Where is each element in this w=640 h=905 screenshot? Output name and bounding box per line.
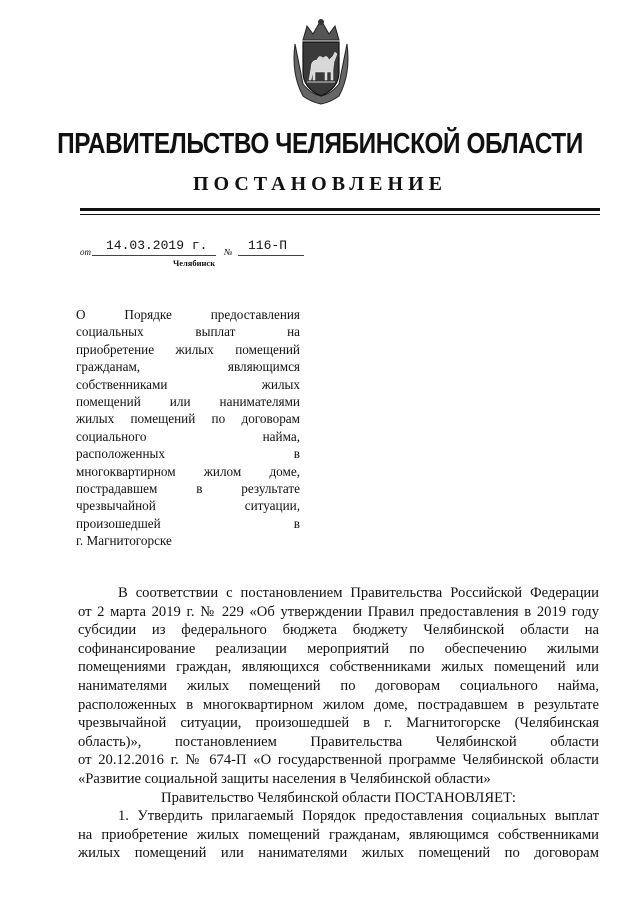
subject-line: многоквартирном жилом доме,	[76, 463, 300, 479]
government-title: ПРАВИТЕЛЬСТВО ЧЕЛЯБИНСКОЙ ОБЛАСТИ	[57, 128, 583, 160]
body-line: от 2 марта 2019 г. № 229 «Об утверждении Правил предоставления в 2019 году	[78, 603, 599, 620]
subject-line: пострадавшем в результате	[76, 480, 300, 496]
body-line: «Развитие социальной защиты населения в Челябинской области»	[78, 770, 491, 787]
subject-line: чрезвычайной ситуации,	[76, 498, 300, 514]
body-line: область)», постановлением Правительства Челябинской области	[78, 733, 599, 750]
subject-line: О Порядке предоставления	[76, 307, 300, 322]
subject-line: помещений или нанимателями	[76, 393, 300, 409]
document-date: 14.03.2019 г.	[106, 238, 208, 253]
subject-line: произошедшей в	[76, 515, 300, 531]
body-line: софинансирование реализации мероприятий по обеспечению жилыми	[78, 640, 599, 657]
date-prefix: от	[80, 247, 91, 257]
document-subject	[76, 306, 300, 549]
document-number: 116-П	[248, 238, 288, 253]
coat-of-arms-icon	[289, 14, 353, 106]
header-rule-thick	[80, 208, 600, 211]
subject-line: гражданам, являющимся	[76, 359, 300, 375]
date-number-row	[80, 238, 320, 258]
body-line: жилых помещений или нанимателями жилых помещений по договорам	[78, 845, 599, 862]
resolution-heading: Правительство Челябинской области ПОСТАНОВЛЯЕТ:	[161, 789, 516, 806]
body-line: нанимателями жилых помещений по договорам социального найма,	[78, 677, 599, 694]
body-line: помещениями граждан, являющихся собственниками жилых помещений или	[78, 659, 599, 676]
body-line: на приобретение жилых помещений гражданам, являющимся собственниками	[78, 826, 599, 843]
header-rule-thin	[80, 214, 600, 215]
date-underline	[92, 255, 216, 256]
body-line: чрезвычайной ситуации, произошедшей в г. Магнитогорске (Челябинская	[78, 715, 599, 732]
subject-line: жилых помещений по договорам	[76, 411, 300, 427]
subject-line: собственниками жилых	[76, 376, 300, 392]
subject-line: социальных выплат на	[76, 324, 300, 340]
body-line: 1. Утвердить прилагаемый Порядок предоставления социальных выплат	[118, 808, 599, 825]
body-line: расположенных в многоквартирном жилом доме, пострадавшем в результате	[78, 696, 599, 713]
city-label: Челябинск	[173, 258, 216, 268]
document-type: ПОСТАНОВЛЕНИЕ	[193, 173, 447, 195]
number-prefix: №	[224, 247, 233, 257]
number-underline	[238, 255, 304, 256]
body-line: от 20.12.2016 г. № 674-П «О государственной программе Челябинской области	[78, 752, 599, 769]
document-body	[78, 584, 599, 863]
body-line: субсидии из федерального бюджета бюджету Челябинской области на	[78, 622, 599, 639]
body-line: В соответствии с постановлением Правительства Российской Федерации	[118, 585, 599, 601]
subject-line: приобретение жилых помещений	[76, 341, 300, 357]
subject-line: расположенных в	[76, 446, 300, 462]
subject-line: социального найма,	[76, 428, 300, 444]
subject-line: г. Магнитогорске	[76, 533, 172, 549]
